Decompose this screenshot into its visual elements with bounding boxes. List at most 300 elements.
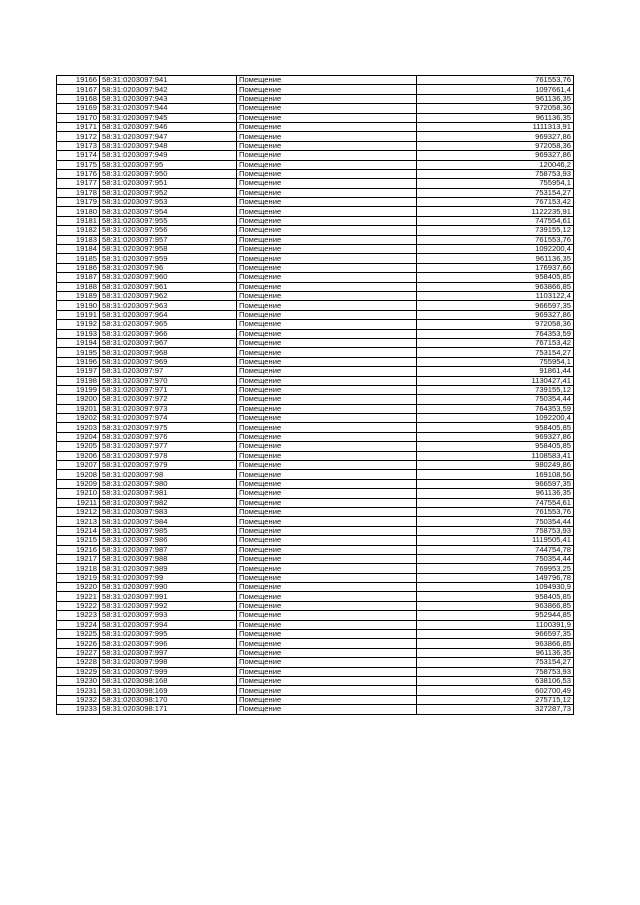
cadastral-value-cell: 1103122,4 [417, 291, 574, 300]
cadastral-value-cell: 753154,27 [417, 188, 574, 197]
table-body [57, 76, 574, 715]
object-type-cell: Помещение [237, 329, 417, 338]
row-number-cell: 19224 [57, 620, 100, 629]
cadastral-value-cell: 169108,56 [417, 470, 574, 479]
row-number-cell: 19177 [57, 179, 100, 188]
object-type-cell: Помещение [237, 141, 417, 150]
row-number-cell: 19230 [57, 677, 100, 686]
object-type-cell: Помещение [237, 404, 417, 413]
cadastral-number-cell: 58:31:0203097:995 [100, 630, 237, 639]
cadastral-value-cell: 958405,85 [417, 592, 574, 601]
table-row [57, 536, 574, 545]
cadastral-number-cell: 58:31:0203097:987 [100, 545, 237, 554]
table-row [57, 489, 574, 498]
cadastral-number-cell: 58:31:0203097:964 [100, 310, 237, 319]
cadastral-value-cell: 969327,86 [417, 151, 574, 160]
cadastral-number-cell: 58:31:0203097:984 [100, 517, 237, 526]
table-row [57, 395, 574, 404]
table-row [57, 216, 574, 225]
cadastral-number-cell: 58:31:0203097:97 [100, 367, 237, 376]
cadastral-number-cell: 58:31:0203097:980 [100, 479, 237, 488]
object-type-cell: Помещение [237, 489, 417, 498]
table-row [57, 76, 574, 85]
table-row [57, 282, 574, 291]
cadastral-value-cell: 767153,42 [417, 338, 574, 347]
table-row [57, 573, 574, 582]
table-row [57, 141, 574, 150]
cadastral-value-cell: 761553,76 [417, 76, 574, 85]
cadastral-value-cell: 602700,49 [417, 686, 574, 695]
object-type-cell: Помещение [237, 216, 417, 225]
cadastral-number-cell: 58:31:0203097:992 [100, 601, 237, 610]
cadastral-number-cell: 58:31:0203098:170 [100, 695, 237, 704]
row-number-cell: 19178 [57, 188, 100, 197]
cadastral-number-cell: 58:31:0203097:96 [100, 263, 237, 272]
table-row [57, 329, 574, 338]
row-number-cell: 19194 [57, 338, 100, 347]
cadastral-value-cell: 747554,61 [417, 498, 574, 507]
row-number-cell: 19196 [57, 357, 100, 366]
object-type-cell: Помещение [237, 498, 417, 507]
object-type-cell: Помещение [237, 620, 417, 629]
cadastral-number-cell: 58:31:0203097:951 [100, 179, 237, 188]
object-type-cell: Помещение [237, 658, 417, 667]
cadastral-number-cell: 58:31:0203097:991 [100, 592, 237, 601]
table-row [57, 442, 574, 451]
object-type-cell: Помещение [237, 263, 417, 272]
table-row [57, 601, 574, 610]
object-type-cell: Помещение [237, 507, 417, 516]
cadastral-value-cell: 750354,44 [417, 395, 574, 404]
table-row [57, 291, 574, 300]
object-type-cell: Помещение [237, 348, 417, 357]
cadastral-value-cell: 958405,85 [417, 423, 574, 432]
cadastral-number-cell: 58:31:0203097:95 [100, 160, 237, 169]
cadastral-value-cell: 961136,35 [417, 94, 574, 103]
object-type-cell: Помещение [237, 188, 417, 197]
table-row [57, 423, 574, 432]
row-number-cell: 19182 [57, 226, 100, 235]
table-row [57, 301, 574, 310]
object-type-cell: Помещение [237, 432, 417, 441]
cadastral-value-cell: 755954,1 [417, 179, 574, 188]
table-row [57, 639, 574, 648]
cadastral-value-cell: 755954,1 [417, 357, 574, 366]
row-number-cell: 19221 [57, 592, 100, 601]
cadastral-number-cell: 58:31:0203097:959 [100, 254, 237, 263]
cadastral-value-cell: 747554,61 [417, 216, 574, 225]
table-row [57, 188, 574, 197]
row-number-cell: 19197 [57, 367, 100, 376]
object-type-cell: Помещение [237, 179, 417, 188]
row-number-cell: 19214 [57, 526, 100, 535]
cadastral-number-cell: 58:31:0203097:983 [100, 507, 237, 516]
object-type-cell: Помещение [237, 611, 417, 620]
row-number-cell: 19187 [57, 273, 100, 282]
cadastral-number-cell: 58:31:0203097:974 [100, 414, 237, 423]
cadastral-value-cell: 764353,59 [417, 329, 574, 338]
table-row [57, 461, 574, 470]
table-row [57, 564, 574, 573]
object-type-cell: Помещение [237, 291, 417, 300]
table-row [57, 367, 574, 376]
row-number-cell: 19167 [57, 85, 100, 94]
table-row [57, 705, 574, 714]
object-type-cell: Помещение [237, 376, 417, 385]
cadastral-number-cell: 58:31:0203097:989 [100, 564, 237, 573]
table-row [57, 179, 574, 188]
cadastral-number-cell: 58:31:0203097:977 [100, 442, 237, 451]
object-type-cell: Помещение [237, 122, 417, 131]
table-row [57, 254, 574, 263]
cadastral-value-table [56, 75, 574, 715]
table-row [57, 273, 574, 282]
row-number-cell: 19172 [57, 132, 100, 141]
cadastral-value-cell: 767153,42 [417, 198, 574, 207]
row-number-cell: 19231 [57, 686, 100, 695]
table-row [57, 263, 574, 272]
cadastral-value-cell: 739155,12 [417, 226, 574, 235]
cadastral-number-cell: 58:31:0203097:944 [100, 104, 237, 113]
object-type-cell: Помещение [237, 85, 417, 94]
table-row [57, 498, 574, 507]
cadastral-value-cell: 120046,2 [417, 160, 574, 169]
object-type-cell: Помещение [237, 573, 417, 582]
object-type-cell: Помещение [237, 639, 417, 648]
object-type-cell: Помещение [237, 583, 417, 592]
row-number-cell: 19188 [57, 282, 100, 291]
table-row [57, 432, 574, 441]
object-type-cell: Помещение [237, 151, 417, 160]
row-number-cell: 19215 [57, 536, 100, 545]
object-type-cell: Помещение [237, 526, 417, 535]
table-row [57, 122, 574, 131]
cadastral-value-cell: 753154,27 [417, 348, 574, 357]
cadastral-value-cell: 744754,78 [417, 545, 574, 554]
table-row [57, 686, 574, 695]
cadastral-value-cell: 961136,35 [417, 113, 574, 122]
object-type-cell: Помещение [237, 667, 417, 676]
object-type-cell: Помещение [237, 554, 417, 563]
row-number-cell: 19189 [57, 291, 100, 300]
row-number-cell: 19179 [57, 198, 100, 207]
row-number-cell: 19173 [57, 141, 100, 150]
row-number-cell: 19223 [57, 611, 100, 620]
object-type-cell: Помещение [237, 451, 417, 460]
object-type-cell: Помещение [237, 338, 417, 347]
row-number-cell: 19206 [57, 451, 100, 460]
table-row [57, 507, 574, 516]
cadastral-number-cell: 58:31:0203097:952 [100, 188, 237, 197]
cadastral-value-cell: 750354,44 [417, 517, 574, 526]
cadastral-number-cell: 58:31:0203098:169 [100, 686, 237, 695]
object-type-cell: Помещение [237, 207, 417, 216]
row-number-cell: 19193 [57, 329, 100, 338]
row-number-cell: 19226 [57, 639, 100, 648]
table-row [57, 357, 574, 366]
cadastral-number-cell: 58:31:0203097:971 [100, 385, 237, 394]
cadastral-value-cell: 969327,86 [417, 310, 574, 319]
object-type-cell: Помещение [237, 301, 417, 310]
cadastral-value-cell: 327287,73 [417, 705, 574, 714]
cadastral-number-cell: 58:31:0203097:967 [100, 338, 237, 347]
table-row [57, 338, 574, 347]
cadastral-value-cell: 972058,36 [417, 104, 574, 113]
cadastral-value-cell: 1092200,4 [417, 414, 574, 423]
object-type-cell: Помещение [237, 423, 417, 432]
cadastral-value-cell: 764353,59 [417, 404, 574, 413]
object-type-cell: Помещение [237, 245, 417, 254]
table-row [57, 320, 574, 329]
cadastral-value-cell: 275715,12 [417, 695, 574, 704]
table-row [57, 470, 574, 479]
cadastral-value-cell: 91861,44 [417, 367, 574, 376]
cadastral-value-cell: 1111313,91 [417, 122, 574, 131]
cadastral-value-cell: 963866,85 [417, 601, 574, 610]
row-number-cell: 19195 [57, 348, 100, 357]
object-type-cell: Помещение [237, 198, 417, 207]
cadastral-number-cell: 58:31:0203097:943 [100, 94, 237, 103]
object-type-cell: Помещение [237, 94, 417, 103]
row-number-cell: 19192 [57, 320, 100, 329]
table-row [57, 85, 574, 94]
object-type-cell: Помещение [237, 564, 417, 573]
table-row [57, 554, 574, 563]
cadastral-value-cell: 972058,36 [417, 320, 574, 329]
cadastral-value-cell: 638106,53 [417, 677, 574, 686]
row-number-cell: 19204 [57, 432, 100, 441]
cadastral-number-cell: 58:31:0203097:972 [100, 395, 237, 404]
cadastral-value-cell: 769953,25 [417, 564, 574, 573]
cadastral-value-cell: 980249,86 [417, 461, 574, 470]
table-row [57, 611, 574, 620]
table-row [57, 310, 574, 319]
object-type-cell: Помещение [237, 104, 417, 113]
object-type-cell: Помещение [237, 169, 417, 178]
table-row [57, 245, 574, 254]
table-row [57, 235, 574, 244]
cadastral-number-cell: 58:31:0203097:956 [100, 226, 237, 235]
row-number-cell: 19199 [57, 385, 100, 394]
table-row [57, 545, 574, 554]
cadastral-number-cell: 58:31:0203097:99 [100, 573, 237, 582]
cadastral-number-cell: 58:31:0203097:946 [100, 122, 237, 131]
cadastral-number-cell: 58:31:0203097:969 [100, 357, 237, 366]
table-row [57, 526, 574, 535]
cadastral-number-cell: 58:31:0203097:994 [100, 620, 237, 629]
object-type-cell: Помещение [237, 132, 417, 141]
row-number-cell: 19180 [57, 207, 100, 216]
row-number-cell: 19205 [57, 442, 100, 451]
object-type-cell: Помещение [237, 357, 417, 366]
cadastral-number-cell: 58:31:0203097:988 [100, 554, 237, 563]
cadastral-value-cell: 1119505,41 [417, 536, 574, 545]
object-type-cell: Помещение [237, 76, 417, 85]
cadastral-value-cell: 966597,35 [417, 301, 574, 310]
cadastral-value-cell: 761553,76 [417, 235, 574, 244]
table-row [57, 451, 574, 460]
cadastral-number-cell: 58:31:0203097:949 [100, 151, 237, 160]
cadastral-value-cell: 758753,93 [417, 667, 574, 676]
table-row [57, 479, 574, 488]
table-row [57, 658, 574, 667]
row-number-cell: 19168 [57, 94, 100, 103]
cadastral-number-cell: 58:31:0203097:970 [100, 376, 237, 385]
table-row [57, 630, 574, 639]
object-type-cell: Помещение [237, 517, 417, 526]
cadastral-number-cell: 58:31:0203097:961 [100, 282, 237, 291]
table-row [57, 207, 574, 216]
table-row [57, 160, 574, 169]
cadastral-value-cell: 966597,35 [417, 479, 574, 488]
row-number-cell: 19217 [57, 554, 100, 563]
cadastral-number-cell: 58:31:0203097:958 [100, 245, 237, 254]
cadastral-value-cell: 1092200,4 [417, 245, 574, 254]
row-number-cell: 19207 [57, 461, 100, 470]
object-type-cell: Помещение [237, 273, 417, 282]
cadastral-number-cell: 58:31:0203097:990 [100, 583, 237, 592]
row-number-cell: 19209 [57, 479, 100, 488]
row-number-cell: 19202 [57, 414, 100, 423]
object-type-cell: Помещение [237, 545, 417, 554]
table-row [57, 583, 574, 592]
cadastral-value-cell: 963866,85 [417, 282, 574, 291]
table-row [57, 169, 574, 178]
row-number-cell: 19228 [57, 658, 100, 667]
row-number-cell: 19184 [57, 245, 100, 254]
cadastral-value-cell: 958405,85 [417, 273, 574, 282]
cadastral-value-cell: 963866,85 [417, 639, 574, 648]
cadastral-value-cell: 739155,12 [417, 385, 574, 394]
object-type-cell: Помещение [237, 385, 417, 394]
row-number-cell: 19210 [57, 489, 100, 498]
row-number-cell: 19200 [57, 395, 100, 404]
row-number-cell: 19185 [57, 254, 100, 263]
table-row [57, 151, 574, 160]
object-type-cell: Помещение [237, 254, 417, 263]
row-number-cell: 19220 [57, 583, 100, 592]
cadastral-number-cell: 58:31:0203097:981 [100, 489, 237, 498]
cadastral-number-cell: 58:31:0203097:957 [100, 235, 237, 244]
table-row [57, 132, 574, 141]
object-type-cell: Помещение [237, 310, 417, 319]
row-number-cell: 19218 [57, 564, 100, 573]
cadastral-number-cell: 58:31:0203097:978 [100, 451, 237, 460]
cadastral-value-cell: 761553,76 [417, 507, 574, 516]
cadastral-value-cell: 952944,85 [417, 611, 574, 620]
cadastral-value-cell: 1108583,41 [417, 451, 574, 460]
cadastral-number-cell: 58:31:0203097:950 [100, 169, 237, 178]
table-row [57, 648, 574, 657]
cadastral-number-cell: 58:31:0203097:986 [100, 536, 237, 545]
row-number-cell: 19175 [57, 160, 100, 169]
row-number-cell: 19191 [57, 310, 100, 319]
row-number-cell: 19211 [57, 498, 100, 507]
cadastral-number-cell: 58:31:0203097:996 [100, 639, 237, 648]
cadastral-number-cell: 58:31:0203097:960 [100, 273, 237, 282]
object-type-cell: Помещение [237, 648, 417, 657]
table-row [57, 348, 574, 357]
table-row [57, 620, 574, 629]
object-type-cell: Помещение [237, 695, 417, 704]
cadastral-number-cell: 58:31:0203097:966 [100, 329, 237, 338]
cadastral-number-cell: 58:31:0203097:998 [100, 658, 237, 667]
table-row [57, 592, 574, 601]
row-number-cell: 19222 [57, 601, 100, 610]
object-type-cell: Помещение [237, 592, 417, 601]
row-number-cell: 19171 [57, 122, 100, 131]
row-number-cell: 19183 [57, 235, 100, 244]
row-number-cell: 19213 [57, 517, 100, 526]
cadastral-number-cell: 58:31:0203097:954 [100, 207, 237, 216]
object-type-cell: Помещение [237, 395, 417, 404]
row-number-cell: 19219 [57, 573, 100, 582]
table-row [57, 517, 574, 526]
table-row [57, 404, 574, 413]
row-number-cell: 19166 [57, 76, 100, 85]
cadastral-value-cell: 176937,66 [417, 263, 574, 272]
row-number-cell: 19216 [57, 545, 100, 554]
cadastral-value-cell: 758753,93 [417, 526, 574, 535]
cadastral-number-cell: 58:31:0203097:953 [100, 198, 237, 207]
cadastral-number-cell: 58:31:0203097:999 [100, 667, 237, 676]
row-number-cell: 19225 [57, 630, 100, 639]
cadastral-value-cell: 753154,27 [417, 658, 574, 667]
table-row [57, 414, 574, 423]
object-type-cell: Помещение [237, 226, 417, 235]
object-type-cell: Помещение [237, 479, 417, 488]
cadastral-number-cell: 58:31:0203098:171 [100, 705, 237, 714]
cadastral-number-cell: 58:31:0203097:982 [100, 498, 237, 507]
row-number-cell: 19169 [57, 104, 100, 113]
cadastral-value-cell: 958405,85 [417, 442, 574, 451]
object-type-cell: Помещение [237, 235, 417, 244]
table-row [57, 695, 574, 704]
row-number-cell: 19233 [57, 705, 100, 714]
cadastral-number-cell: 58:31:0203097:993 [100, 611, 237, 620]
cadastral-value-cell: 758753,93 [417, 169, 574, 178]
cadastral-value-cell: 1130427,41 [417, 376, 574, 385]
row-number-cell: 19181 [57, 216, 100, 225]
cadastral-value-cell: 1100391,9 [417, 620, 574, 629]
row-number-cell: 19227 [57, 648, 100, 657]
table-row [57, 667, 574, 676]
object-type-cell: Помещение [237, 677, 417, 686]
row-number-cell: 19232 [57, 695, 100, 704]
cadastral-number-cell: 58:31:0203097:947 [100, 132, 237, 141]
cadastral-number-cell: 58:31:0203097:963 [100, 301, 237, 310]
row-number-cell: 19229 [57, 667, 100, 676]
cadastral-number-cell: 58:31:0203097:942 [100, 85, 237, 94]
row-number-cell: 19212 [57, 507, 100, 516]
object-type-cell: Помещение [237, 367, 417, 376]
object-type-cell: Помещение [237, 686, 417, 695]
row-number-cell: 19190 [57, 301, 100, 310]
cadastral-value-cell: 966597,35 [417, 630, 574, 639]
cadastral-number-cell: 58:31:0203097:945 [100, 113, 237, 122]
row-number-cell: 19176 [57, 169, 100, 178]
cadastral-number-cell: 58:31:0203097:985 [100, 526, 237, 535]
table-row [57, 226, 574, 235]
cadastral-number-cell: 58:31:0203097:976 [100, 432, 237, 441]
row-number-cell: 19186 [57, 263, 100, 272]
table-row [57, 94, 574, 103]
object-type-cell: Помещение [237, 282, 417, 291]
cadastral-value-cell: 961136,35 [417, 489, 574, 498]
cadastral-number-cell: 58:31:0203097:975 [100, 423, 237, 432]
cadastral-value-cell: 149796,78 [417, 573, 574, 582]
cadastral-number-cell: 58:31:0203097:965 [100, 320, 237, 329]
